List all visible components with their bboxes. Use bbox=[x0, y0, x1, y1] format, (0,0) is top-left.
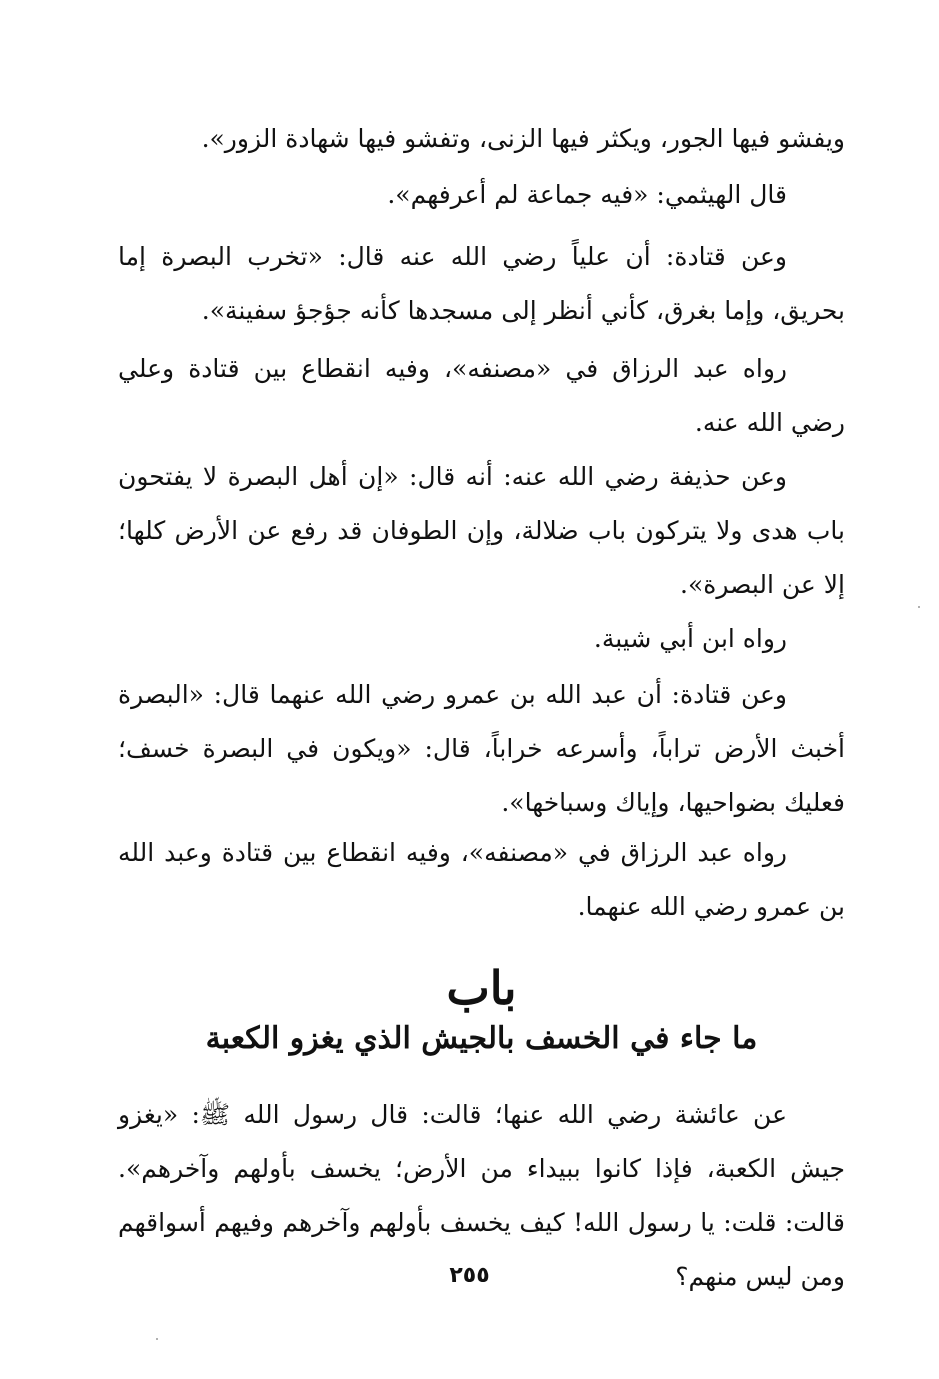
paragraph-8: رواه عبد الرزاق في «مصنفه»، وفيه انقطاع بين قتادة وعبد الله بن عمرو رضي الله عنهما. bbox=[118, 838, 845, 921]
page-number: ٢٥٥ bbox=[449, 1263, 490, 1288]
scan-speck bbox=[156, 1338, 158, 1340]
scan-speck bbox=[918, 606, 920, 608]
paragraph-2: قال الهيثمي: «فيه جماعة لم أعرفهم». bbox=[387, 180, 787, 209]
paragraph-3: وعن قتادة: أن علياً رضي الله عنه قال: «تخرب البصرة إما بحريق، وإما بغرق، كأني أنظر إلى مسجدها كأنه جؤجؤ سفينة». bbox=[118, 242, 845, 325]
paragraph-7: وعن قتادة: أن عبد الله بن عمرو رضي الله عنهما قال: «البصرة أخبث الأرض تراباً، وأسرعه خراباً، قال: «ويكون في البصرة خسف؛ فعليك بضواحيها، وإياك وسباخها». bbox=[118, 680, 845, 817]
chapter-heading: باب bbox=[446, 961, 517, 1015]
paragraph-5: وعن حذيفة رضي الله عنه: أنه قال: «إن أهل البصرة لا يفتحون باب هدى ولا يتركون باب ضلالة، وإن الطوفان قد رفع عن الأرض كلها؛ إلا عن البصرة». bbox=[118, 462, 845, 599]
paragraph-1: ويفشو فيها الجور، ويكثر فيها الزنى، وتفشو فيها شهادة الزور». bbox=[201, 124, 845, 153]
chapter-title: ما جاء في الخسف بالجيش الذي يغزو الكعبة bbox=[205, 1021, 758, 1056]
book-page bbox=[118, 112, 845, 1292]
paragraph-4: رواه عبد الرزاق في «مصنفه»، وفيه انقطاع بين قتادة وعلي رضي الله عنه. bbox=[118, 354, 845, 437]
hadith-paragraph: عن عائشة رضي الله عنها؛ قالت: قال رسول الله ﷺ: «يغزو جيش الكعبة، فإذا كانوا ببيداء من الأرض؛ يخسف بأولهم وآخرهم». قالت: قلت: يا رسول الله! كيف يخسف بأولهم وآخرهم وفيهم أسواقهم ومن ليس منهم؟ bbox=[118, 1100, 845, 1291]
paragraph-6: رواه ابن أبي شيبة. bbox=[593, 624, 787, 653]
